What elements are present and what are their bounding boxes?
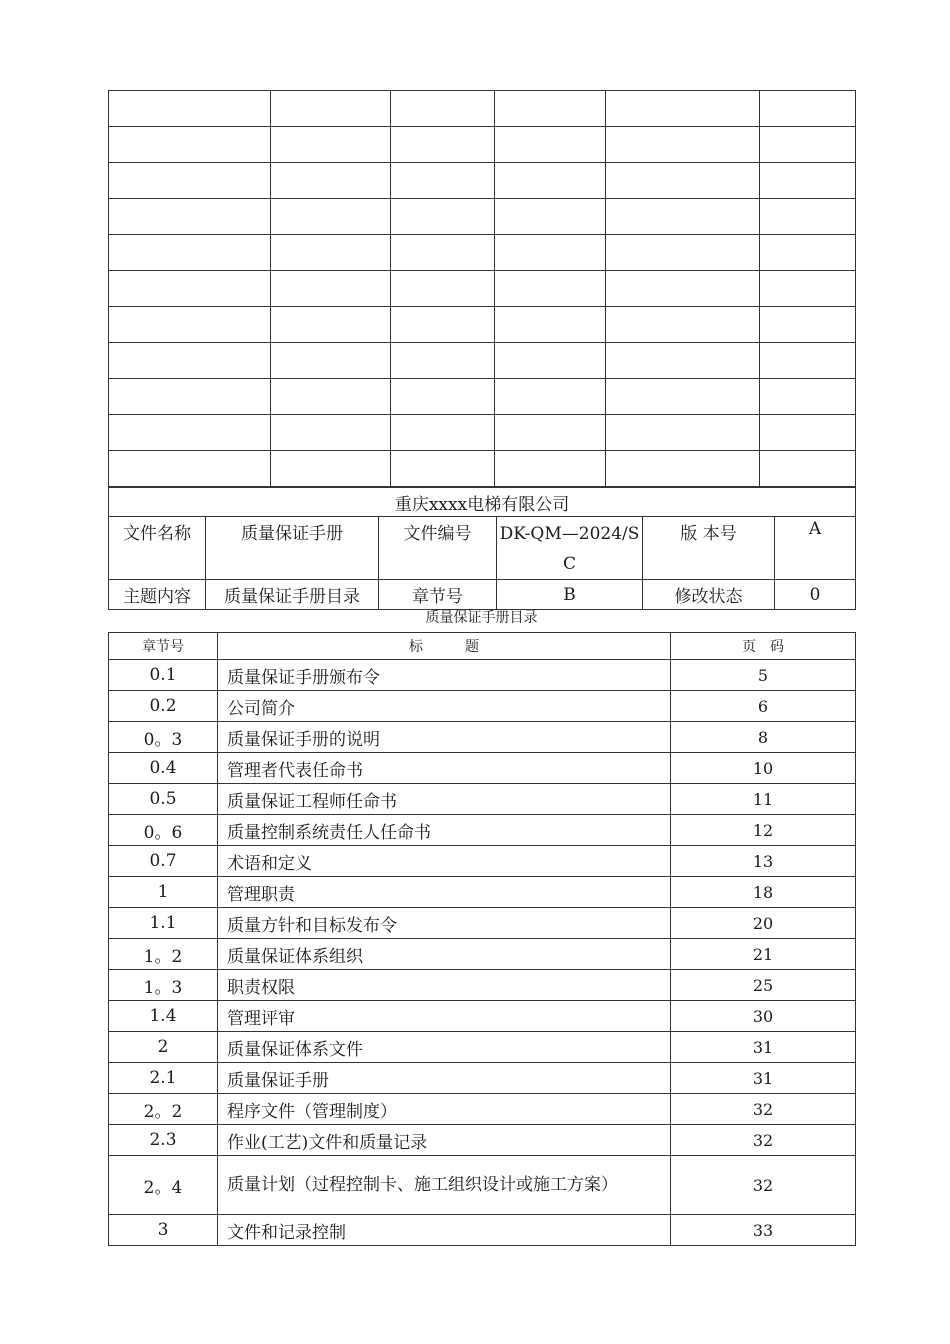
- file-no-value: DK-QM—2024/SC: [497, 517, 643, 580]
- blank-grid-row: [109, 127, 856, 163]
- blank-grid-cell: [391, 199, 495, 235]
- blank-grid-cell: [391, 235, 495, 271]
- toc-title: 文件和记录控制: [218, 1215, 671, 1246]
- blank-grid-row: [109, 415, 856, 451]
- blank-grid-cell: [391, 379, 495, 415]
- toc-row: [109, 1125, 856, 1156]
- blank-grid-cell: [109, 379, 271, 415]
- blank-grid-cell: [271, 199, 391, 235]
- toc-chapter: 0.5: [109, 784, 218, 815]
- toc-table: [108, 632, 856, 1246]
- toc-page: 18: [671, 877, 856, 908]
- blank-grid-row: [109, 343, 856, 379]
- version-value: A: [775, 517, 856, 580]
- toc-page: 13: [671, 846, 856, 877]
- blank-grid-row: [109, 379, 856, 415]
- blank-grid-cell: [391, 415, 495, 451]
- toc-title: 质量计划（过程控制卡、施工组织设计或施工方案）: [218, 1156, 671, 1215]
- blank-grid-cell: [606, 379, 760, 415]
- blank-grid-cell: [109, 271, 271, 307]
- toc-title: 公司简介: [218, 691, 671, 722]
- toc-chapter: 3: [109, 1215, 218, 1246]
- chapter-value: B: [497, 580, 643, 610]
- toc-title: 管理职责: [218, 877, 671, 908]
- toc-chapter: 0.4: [109, 753, 218, 784]
- revision-value: 0: [775, 580, 856, 610]
- toc-title: 质量控制系统责任人任命书: [218, 815, 671, 846]
- blank-grid-cell: [109, 127, 271, 163]
- toc-row: [109, 1094, 856, 1125]
- toc-chapter: 2.1: [109, 1063, 218, 1094]
- blank-grid-cell: [495, 343, 606, 379]
- blank-grid-cell: [760, 271, 856, 307]
- blank-grid-cell: [109, 343, 271, 379]
- blank-grid-cell: [606, 235, 760, 271]
- toc-chapter: 1: [109, 877, 218, 908]
- toc-page: 8: [671, 722, 856, 753]
- toc-row: [109, 970, 856, 1001]
- chapter-label: 章节号: [379, 580, 497, 610]
- blank-grid-cell: [606, 91, 760, 127]
- toc-page: 31: [671, 1032, 856, 1063]
- blank-grid-cell: [391, 271, 495, 307]
- blank-grid-cell: [760, 199, 856, 235]
- blank-grid-cell: [109, 163, 271, 199]
- blank-grid-cell: [271, 163, 391, 199]
- toc-page: 32: [671, 1156, 856, 1215]
- toc-title: 质量保证手册: [218, 1063, 671, 1094]
- blank-grid-cell: [760, 235, 856, 271]
- toc-chapter: 2: [109, 1032, 218, 1063]
- blank-grid-row: [109, 271, 856, 307]
- blank-grid-cell: [760, 379, 856, 415]
- blank-grid-cell: [606, 415, 760, 451]
- toc-header-chapter: 章节号: [109, 633, 218, 660]
- company-name: 重庆xxxx电梯有限公司: [109, 488, 856, 517]
- toc-row: [109, 784, 856, 815]
- toc-page: 6: [671, 691, 856, 722]
- blank-grid-cell: [760, 451, 856, 487]
- blank-grid-cell: [271, 91, 391, 127]
- toc-chapter: 1.4: [109, 1001, 218, 1032]
- blank-grid-cell: [391, 343, 495, 379]
- toc-row: [109, 877, 856, 908]
- blank-grid-cell: [495, 379, 606, 415]
- toc-chapter: 2。4: [109, 1156, 218, 1215]
- subject-label: 主题内容: [109, 580, 206, 610]
- toc-chapter: 1。3: [109, 970, 218, 1001]
- blank-grid-cell: [606, 451, 760, 487]
- subject-value: 质量保证手册目录: [206, 580, 379, 610]
- blank-grid-cell: [271, 451, 391, 487]
- toc-row: [109, 1063, 856, 1094]
- toc-page: 11: [671, 784, 856, 815]
- toc-page: 32: [671, 1094, 856, 1125]
- blank-grid-cell: [391, 163, 495, 199]
- toc-page: 25: [671, 970, 856, 1001]
- blank-grid-row: [109, 235, 856, 271]
- toc-title: 程序文件（管理制度）: [218, 1094, 671, 1125]
- blank-grid-cell: [495, 307, 606, 343]
- blank-grid-cell: [109, 235, 271, 271]
- blank-grid-cell: [109, 91, 271, 127]
- blank-grid-row: [109, 307, 856, 343]
- toc-row: [109, 815, 856, 846]
- blank-grid-cell: [495, 199, 606, 235]
- blank-grid-cell: [271, 415, 391, 451]
- blank-grid-row: [109, 199, 856, 235]
- toc-page: 30: [671, 1001, 856, 1032]
- blank-grid-cell: [271, 343, 391, 379]
- file-name-label: 文件名称: [109, 517, 206, 580]
- toc-page: 20: [671, 908, 856, 939]
- toc-row: [109, 1001, 856, 1032]
- blank-grid-cell: [760, 163, 856, 199]
- blank-grid-cell: [109, 199, 271, 235]
- toc-title: 职责权限: [218, 970, 671, 1001]
- toc-header-title: 标 题: [218, 633, 671, 660]
- blank-grid-cell: [271, 379, 391, 415]
- blank-grid-cell: [760, 127, 856, 163]
- blank-grid-row: [109, 91, 856, 127]
- toc-row: [109, 908, 856, 939]
- blank-grid-cell: [495, 235, 606, 271]
- blank-grid-row: [109, 163, 856, 199]
- toc-title: 术语和定义: [218, 846, 671, 877]
- blank-grid-cell: [391, 91, 495, 127]
- toc-chapter: 0.1: [109, 660, 218, 691]
- toc-chapter: 1。2: [109, 939, 218, 970]
- toc-title: 质量保证工程师任命书: [218, 784, 671, 815]
- toc-title: 质量保证体系文件: [218, 1032, 671, 1063]
- toc-row: [109, 939, 856, 970]
- blank-grid-cell: [606, 199, 760, 235]
- blank-grid-cell: [271, 127, 391, 163]
- blank-grid-cell: [109, 451, 271, 487]
- toc-row: [109, 846, 856, 877]
- toc-page: 10: [671, 753, 856, 784]
- toc-title: 质量保证体系组织: [218, 939, 671, 970]
- blank-grid-cell: [495, 415, 606, 451]
- blank-grid-cell: [391, 127, 495, 163]
- toc-row: [109, 722, 856, 753]
- blank-grid-row: [109, 451, 856, 487]
- toc-row: [109, 1032, 856, 1063]
- blank-grid-cell: [760, 415, 856, 451]
- blank-grid-cell: [606, 271, 760, 307]
- blank-grid-cell: [495, 163, 606, 199]
- blank-grid-cell: [109, 307, 271, 343]
- toc-row: [109, 660, 856, 691]
- toc-title: 管理者代表任命书: [218, 753, 671, 784]
- toc-row: [109, 691, 856, 722]
- blank-grid-cell: [495, 271, 606, 307]
- blank-grid-cell: [391, 451, 495, 487]
- toc-page: 12: [671, 815, 856, 846]
- blank-grid-cell: [606, 163, 760, 199]
- toc-title: 质量方针和目标发布令: [218, 908, 671, 939]
- toc-chapter: 2.3: [109, 1125, 218, 1156]
- toc-page: 21: [671, 939, 856, 970]
- blank-grid-cell: [271, 271, 391, 307]
- toc-row: [109, 753, 856, 784]
- blank-grid-cell: [109, 415, 271, 451]
- toc-chapter: 0。3: [109, 722, 218, 753]
- toc-chapter: 2。2: [109, 1094, 218, 1125]
- blank-grid-cell: [495, 451, 606, 487]
- toc-title: 质量保证手册颁布令: [218, 660, 671, 691]
- toc-caption: 质量保证手册目录: [425, 610, 538, 626]
- toc-title: 作业(工艺)文件和质量记录: [218, 1125, 671, 1156]
- toc-chapter: 0。6: [109, 815, 218, 846]
- version-label: 版 本号: [643, 517, 775, 580]
- blank-grid-cell: [271, 307, 391, 343]
- file-no-label: 文件编号: [379, 517, 497, 580]
- document-header-table: [108, 487, 856, 610]
- blank-grid-cell: [760, 343, 856, 379]
- toc-row: [109, 1215, 856, 1246]
- toc-row: [109, 1156, 856, 1215]
- toc-page: 31: [671, 1063, 856, 1094]
- blank-grid-cell: [495, 127, 606, 163]
- toc-chapter: 0.7: [109, 846, 218, 877]
- toc-header-row: [109, 633, 856, 660]
- revision-label: 修改状态: [643, 580, 775, 610]
- toc-page: 5: [671, 660, 856, 691]
- toc-chapter: 1.1: [109, 908, 218, 939]
- toc-page: 32: [671, 1125, 856, 1156]
- blank-grid-cell: [760, 91, 856, 127]
- file-name-value: 质量保证手册: [206, 517, 379, 580]
- blank-grid-cell: [606, 307, 760, 343]
- blank-grid-cell: [271, 235, 391, 271]
- blank-grid-cell: [606, 343, 760, 379]
- toc-title: 质量保证手册的说明: [218, 722, 671, 753]
- toc-page: 33: [671, 1215, 856, 1246]
- blank-grid-cell: [760, 307, 856, 343]
- blank-grid-cell: [606, 127, 760, 163]
- toc-title: 管理评审: [218, 1001, 671, 1032]
- toc-chapter: 0.2: [109, 691, 218, 722]
- toc-header-page: 页 码: [671, 633, 856, 660]
- blank-grid-cell: [391, 307, 495, 343]
- blank-record-grid: [108, 90, 856, 487]
- blank-grid-cell: [495, 91, 606, 127]
